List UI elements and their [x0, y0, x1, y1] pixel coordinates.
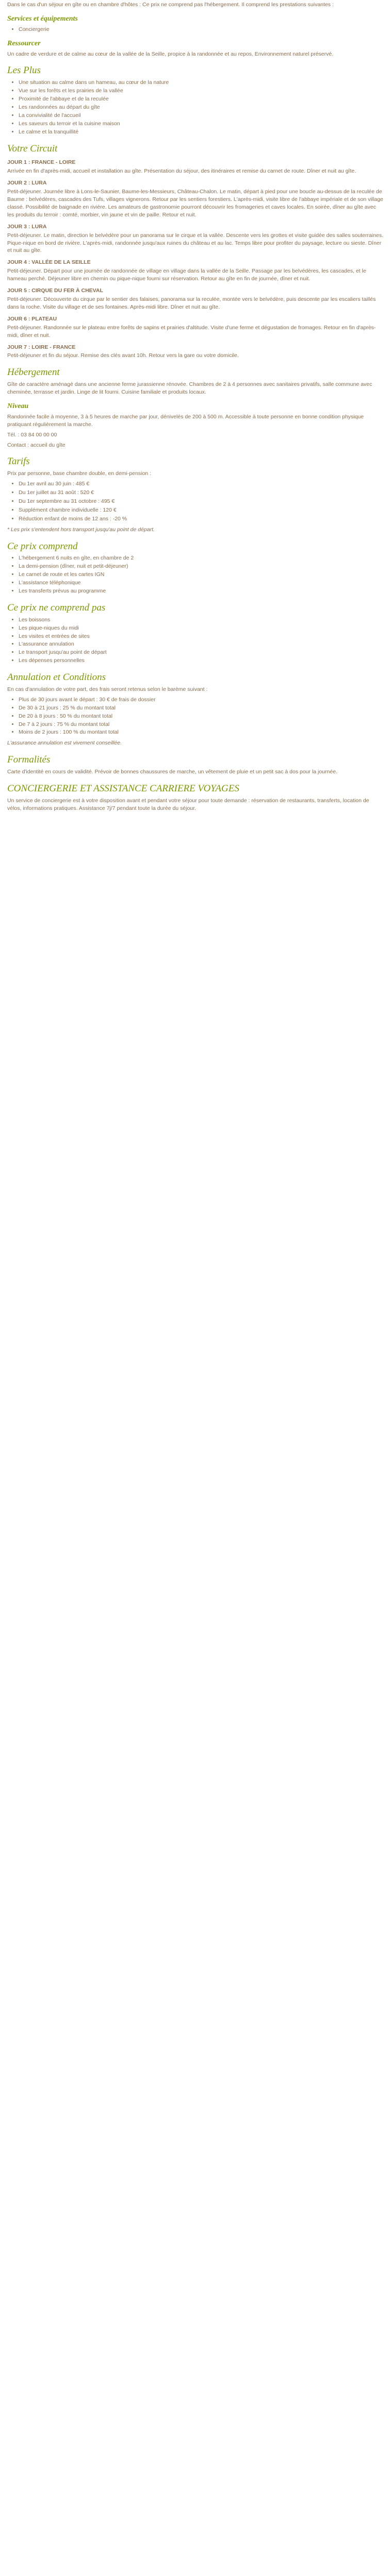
day-text: Arrivée en fin d'après-midi, accueil et installation au gîte. Présentation du séjour, des itinéraires et remise du carnet de route. Dîner et nuit au gîte. — [7, 168, 356, 175]
services-item: • Conciergerie — [19, 26, 384, 33]
comprend-item: • L'assistance téléphonique — [19, 579, 384, 587]
day-title: JOUR 3 : LURA — [7, 223, 47, 230]
services-list — [7, 26, 384, 33]
day-block — [7, 315, 384, 340]
day-block — [7, 344, 384, 360]
day-block — [7, 287, 384, 311]
plus-item: • Vue sur les forêts et les prairies de la vallée — [19, 87, 384, 95]
plus-item: • Une situation au calme dans un hameau, au cœur de la nature — [19, 79, 384, 87]
tarif-item: • Du 1er avril au 30 juin : 485 € — [19, 480, 384, 488]
annulation-item: • De 30 à 21 jours : 25 % du montant total — [19, 704, 384, 712]
tarif-item: • Du 1er juillet au 31 août : 520 € — [19, 489, 384, 497]
comprend-list — [7, 554, 384, 595]
annulation-title: Annulation et Conditions — [7, 672, 106, 683]
services-title: Services et équipements — [7, 14, 78, 23]
plus-item: • Les saveurs du terroir et la cuisine maison — [19, 120, 384, 128]
ne-comprend-title: Ce prix ne comprend pas — [7, 602, 106, 613]
hebergement-text: Gîte de caractère aménagé dans une ancienne ferme jurassienne rénovée. Chambres de 2 à 4 personnes avec sanitaires privatifs, salle commune avec cheminée, terrasse et jardin. Linge de lit fourni. Cuisine familiale et produits locaux. — [7, 381, 372, 396]
contact-line: Tél. : 03 84 00 00 00 — [7, 431, 57, 438]
contact-line: Contact : accueil du gîte — [7, 442, 66, 448]
comprend-item: • L'hébergement 6 nuits en gîte, en chambre de 2 — [19, 554, 384, 562]
conciergerie-text: Un service de conciergerie est à votre disposition avant et pendant votre séjour pour toute demande : réservation de restaurants, transferts, location de vélos, informations pratiques. Assistance 7j/7 pendant toute la durée du séjour. — [7, 797, 369, 811]
ne-comprend-item: • Les visites et entrées de sites — [19, 633, 384, 640]
annulation-text: En cas d'annulation de votre part, des frais seront retenus selon le barème suivant : — [7, 686, 208, 692]
comprend-item: • La demi-pension (dîner, nuit et petit-déjeuner) — [19, 563, 384, 570]
comprend-item: • Le carnet de route et les cartes IGN — [19, 571, 384, 579]
intro-text: Dans le cas d'un séjour en gîte ou en chambre d'hôtes : Ce prix ne comprend pas l'hébergement. Il comprend les prestations suivantes : — [7, 2, 334, 8]
comprend-item: • Les transferts prévus au programme — [19, 587, 384, 595]
day-text: Petit-déjeuner. Le matin, direction le belvédère pour un panorama sur le cirque et la vallée. Descente vers les grottes et visite guidée des salles souterraines. Pique-nique en bord de rivière. L'après-midi, randonnée jusqu'aux ruines du château et au lac. Temps libre pour profiter du paysage, lecture ou sieste. Dîner et nuit au gîte. — [7, 232, 383, 254]
day-block — [7, 159, 384, 175]
tarifs-list — [7, 480, 384, 523]
tarif-item: • Supplément chambre individuelle : 120 € — [19, 506, 384, 514]
ne-comprend-item: • Les boissons — [19, 616, 384, 624]
day-block — [7, 223, 384, 255]
formalites-text: Carte d'identité en cours de validité. Prévoir de bonnes chaussures de marche, un vêtement de pluie et un petit sac à dos pour la journée. — [7, 769, 337, 775]
page — [7, 0, 384, 812]
plus-item: • La convivialité de l'accueil — [19, 112, 384, 120]
ne-comprend-item: • Le transport jusqu'au point de départ — [19, 649, 384, 656]
plus-item: • Les randonnées au départ du gîte — [19, 104, 384, 111]
annulation-item: • De 20 à 8 jours : 50 % du montant total — [19, 713, 384, 720]
comprend-title: Ce prix comprend — [7, 540, 78, 552]
tarifs-intro: Prix par personne, base chambre double, en demi-pension : — [7, 470, 151, 477]
day-text: Petit-déjeuner. Départ pour une journée de randonnée de village en village dans la vallée de la Seille. Passage par les belvédères, les cascades, et le hameau perché. Déjeuner libre en chemin ou pique-nique fourni sur réservation. Retour au gîte en fin de journée, dîner et nuit. — [7, 268, 366, 282]
ne-comprend-item: • Les pique-niques du midi — [19, 624, 384, 632]
day-block — [7, 179, 384, 219]
tarifs-note: * Les prix s'entendent hors transport jusqu'au point de départ. — [7, 526, 155, 533]
day-text: Petit-déjeuner. Journée libre à Lons-le-Saunier, Baume-les-Messieurs, Château-Chalon. Le matin, départ à pied pour une boucle au-dessus de la reculée de Baume : belvédères, cascades des Tufs, villages vignerons. Retour par les sentiers forestiers. L'après-midi, visite libre de l'abbaye impériale et de son village classé. Possibilité de baignade en rivière. Les amateurs de gastronomie pourront découvrir les fromageries et caves locales. En soirée, dîner au gîte avec les produits du terroir : comté, morbier, vin jaune et vin de paille. Retour et nuit. — [7, 189, 383, 218]
ne-comprend-item: • L'assurance annulation — [19, 640, 384, 648]
plus-title: Les Plus — [7, 65, 41, 76]
ressourcer-text: Un cadre de verdure et de calme au cœur de la vallée de la Seille, propice à la randonnée et au repos. Environnement naturel préservé. — [7, 50, 334, 57]
conciergerie-title: CONCIERGERIE ET ASSISTANCE CARRIERE VOYAGES — [7, 783, 239, 794]
day-text: Petit-déjeuner. Découverte du cirque par le sentier des falaises, panorama sur la reculée, montée vers le belvédère, puis descente par les escaliers taillés dans la roche. Visite du village et de ses fontaines. Après-midi libre. Dîner et nuit au gîte. — [7, 296, 376, 310]
day-text: Petit-déjeuner. Randonnée sur le plateau entre forêts de sapins et prairies d'altitude. Visite d'une ferme et dégustation de fromages. Retour en fin d'après-midi, dîner et nuit. — [7, 324, 376, 338]
day-title: JOUR 7 : LOIRE - FRANCE — [7, 344, 76, 350]
day-title: JOUR 6 : PLATEAU — [7, 315, 57, 322]
annulation-item: • De 7 à 2 jours : 75 % du montant total — [19, 721, 384, 728]
plus-list — [7, 79, 384, 135]
day-title: JOUR 4 : VALLÉE DE LA SEILLE — [7, 259, 91, 266]
formalites-title: Formalités — [7, 754, 51, 766]
day-text: Petit-déjeuner et fin du séjour. Remise des clés avant 10h. Retour vers la gare ou votre domicile. — [7, 352, 239, 359]
annulation-list — [7, 696, 384, 737]
hebergement-title: Hébergement — [7, 367, 60, 378]
day-title: JOUR 2 : LURA — [7, 180, 47, 187]
plus-item: • Le calme et la tranquillité — [19, 128, 384, 136]
annulation-item: • Moins de 2 jours : 100 % du montant total — [19, 728, 384, 736]
level-text: Randonnée facile à moyenne, 3 à 5 heures de marche par jour, dénivelés de 200 à 500 m. Accessible à toute personne en bonne condition physique pratiquant régulièrement la marche. — [7, 413, 364, 428]
annulation-note: L'assurance annulation est vivement conseillée. — [7, 740, 122, 747]
ne-comprend-item: • Les dépenses personnelles — [19, 657, 384, 665]
ressourcer-title: Ressourcer — [7, 39, 41, 47]
ne-comprend-list — [7, 616, 384, 665]
tarif-item: • Du 1er septembre au 31 octobre : 495 € — [19, 498, 384, 505]
day-title: JOUR 1 : FRANCE - LOIRE — [7, 159, 76, 166]
circuit-title: Votre Circuit — [7, 143, 58, 154]
tarif-item: • Réduction enfant de moins de 12 ans : -20 % — [19, 515, 384, 523]
day-title: JOUR 5 : CIRQUE DU FER À CHEVAL — [7, 287, 103, 294]
tarifs-title: Tarifs — [7, 456, 30, 467]
annulation-item: • Plus de 30 jours avant le départ : 30 € de frais de dossier — [19, 696, 384, 704]
plus-item: • Proximité de l'abbaye et de la reculée — [19, 95, 384, 103]
day-block — [7, 259, 384, 283]
level-title: Niveau — [7, 402, 29, 410]
